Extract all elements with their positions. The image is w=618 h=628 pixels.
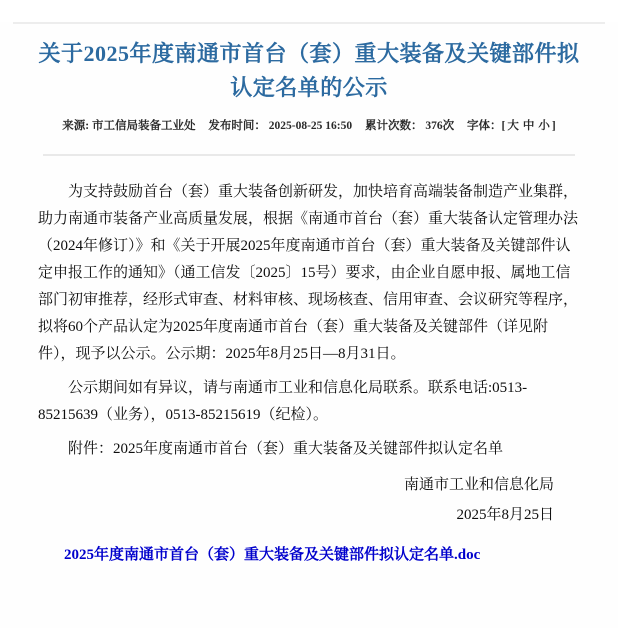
view-count-value: 376次 [425, 120, 455, 132]
top-divider [13, 22, 605, 24]
publish-time-value: 2025-08-25 16:50 [268, 120, 353, 132]
article-meta [0, 117, 618, 133]
meta-font-group [467, 120, 556, 132]
source-value: 市工信局装备工业处 [92, 120, 196, 132]
meta-time-group [208, 120, 352, 132]
font-bracket-open: [ [501, 120, 506, 132]
signature-date: 2025年8月25日 [456, 507, 554, 523]
font-size-small-button[interactable]: 小 [538, 120, 550, 132]
signature-block [0, 470, 618, 530]
attachment-doc-link[interactable]: 2025年度南通市首台（套）重大装备及关键部件拟认定名单.doc [64, 547, 481, 563]
paragraph-attachment-note: 附件：2025年度南通市首台（套）重大装备及关键部件拟认定名单 [68, 441, 504, 457]
article-body [0, 179, 618, 463]
view-count-label: 累计次数： [365, 120, 423, 132]
meta-count-group [365, 120, 454, 132]
source-label: 来源: [62, 120, 90, 132]
content-divider [43, 154, 575, 156]
announcement-page [0, 22, 618, 628]
page-title: 关于2025年度南通市首台（套）重大装备及关键部件拟认定名单的公示 [38, 41, 580, 100]
signature-org: 南通市工业和信息化局 [403, 477, 554, 493]
paragraph-intro: 为支持鼓励首台（套）重大装备创新研发，加快培育高端装备制造产业集群，助力南通市装备产业高质量发展，根据《南通市首台（套）重大装备认定管理办法（2024年修订）》和《关于开展2025年度南通市首台（套）重大装备及关键部件认定申报工作的通知》（通工信发〔2025〕15号）要求，由企业自愿申报、属地工信部门初审推荐，经形式审查、材料审核、现场核查、信用审查、会议研究等程序，拟将60个产品认定为2025年度南通市首台（套）重大装备及关键部件（详见附件），现予以公示。公示期：2025年8月25日—8月31日。 [38, 184, 579, 362]
font-size-label: 字体： [467, 120, 502, 132]
font-size-medium-button[interactable]: 中 [522, 120, 535, 132]
font-size-large-button[interactable]: 大 [507, 120, 519, 132]
meta-source-group [62, 120, 195, 132]
font-bracket-close: ] [551, 120, 556, 132]
publish-time-label: 发布时间： [208, 120, 266, 132]
attachment-row [64, 543, 618, 564]
paragraph-contact: 公示期间如有异议，请与南通市工业和信息化局联系。联系电话:0513-85215639（业务），0513-85215619（纪检）。 [38, 380, 528, 423]
